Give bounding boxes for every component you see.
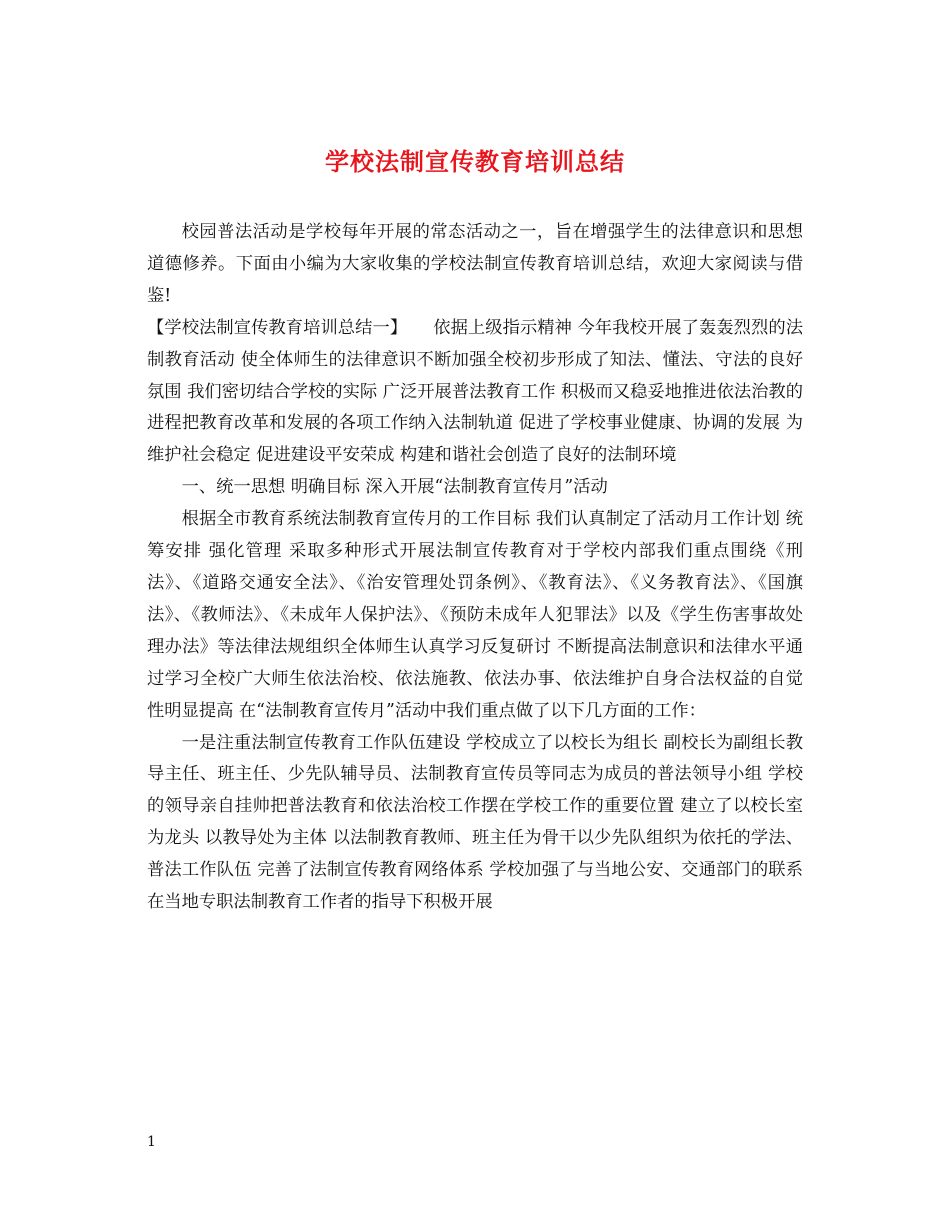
section-one-paragraph: 【学校法制宣传教育培训总结一】 依据上级指示精神 今年我校开展了轰轰烈烈的法制教育活动 使全体师生的法律意识不断加强全校初步形成了知法、懂法、守法的良好氛围 我们密切结合学校的实际 广泛开展普法教育工作 积极而又稳妥地推进依法治教的进程把教育改革和发展的各项工作纳入法制轨道 促进了学校事业健康、协调的发展 为维护社会稳定 促进建设平安荣成 构建和谐社会创造了良好的法制环境 (147, 317, 803, 466)
heading-paragraph: 一、统一思想 明确目标 深入开展“法制教育宣传月”活动 (181, 477, 608, 498)
document-body (147, 217, 803, 919)
body-paragraph: 根据全市教育系统法制教育宣传月的工作目标 我们认真制定了活动月工作计划 统筹安排 强化管理 采取多种形式开展法制宣传教育对于学校内部我们重点围绕《刑法》、《道路交通安全法》、《治安管理处罚条例》、《教育法》、《义务教育法》、《国旗法》、《教师法》、《未成年人保护法》、《预防未成年人犯罪法》以及《学生伤害事故处理办法》等法律法规组织全体师生认真学习反复研讨 不断提高法制意识和法律水平通过学习全校广大师生依法治校、依法施教、依法办事、依法维护自身合法权益的自觉性明显提高 在“法制教育宣传月”活动中我们重点做了以下几方面的工作： (147, 509, 803, 721)
page-number: 1 (147, 1134, 156, 1150)
document-title: 学校法制宣传教育培训总结 (325, 147, 625, 176)
body-paragraph: 一是注重法制宣传教育工作队伍建设 学校成立了以校长为组长 副校长为副组长教导主任、班主任、少先队辅导员、法制教育宣传员等同志为成员的普法领导小组 学校的领导亲自挂帅把普法教育和依法治校工作摆在学校工作的重要位置 建立了以校长室为龙头 以教导处为主体 以法制教育教师、班主任为骨干以少先队组织为依托的学法、普法工作队伍 完善了法制宣传教育网络体系 学校加强了与当地公安、交通部门的联系在当地专职法制教育工作者的指导下积极开展 (147, 732, 803, 913)
intro-paragraph: 校园普法活动是学校每年开展的常态活动之一，旨在增强学生的法律意识和思想道德修养。下面由小编为大家收集的学校法制宣传教育培训总结，欢迎大家阅读与借鉴! (147, 222, 803, 306)
